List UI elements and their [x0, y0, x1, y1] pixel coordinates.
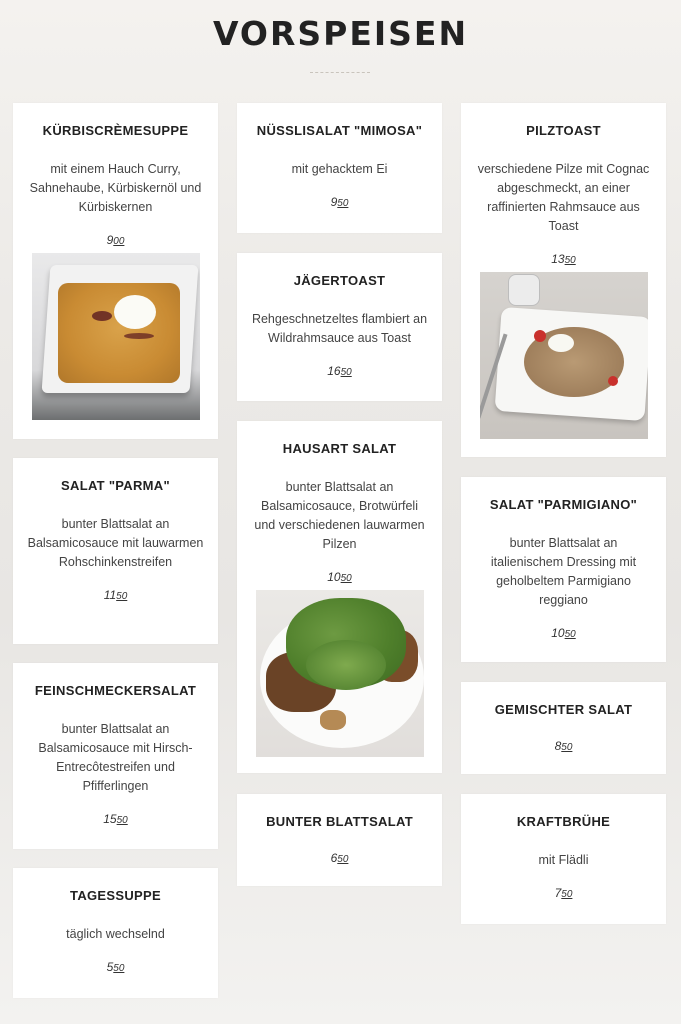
item-price: 850	[554, 739, 573, 753]
item-name: TAGESSUPPE	[70, 888, 161, 903]
title-divider	[310, 72, 370, 73]
menu-item-tagessuppe	[13, 868, 218, 998]
item-price: 650	[330, 851, 349, 865]
item-name: HAUSART SALAT	[282, 441, 397, 456]
item-price: 1350	[551, 252, 576, 266]
salad-photo	[256, 590, 424, 757]
item-name: SALAT "PARMIGIANO"	[489, 497, 638, 512]
item-description: bunter Blattsalat an Balsamicosauce mit lauwarmen Rohschinkenstreifen	[27, 517, 204, 569]
item-description: mit Flädli	[538, 853, 589, 867]
item-price: 1550	[103, 812, 128, 826]
menu-item-feinschmeckersalat	[13, 663, 218, 849]
menu-item-salat-parmigiano	[461, 477, 666, 662]
item-price: 950	[330, 195, 349, 209]
menu-item-kuerbiscremesuppe	[13, 103, 218, 439]
item-description: bunter Blattsalat an Balsamicosauce, Brotwürfeli und verschiedenen lauwarmen Pilzen	[254, 480, 425, 551]
item-description: mit einem Hauch Curry, Sahnehaube, Kürbiskernöl und Kürbiskernen	[29, 162, 202, 214]
menu-item-jaegertoast	[237, 253, 442, 401]
item-description: bunter Blattsalat an italienischem Dressing mit geholbeltem Parmigiano reggiano	[490, 536, 637, 607]
item-name: PILZTOAST	[526, 123, 601, 138]
item-name: JÄGERTOAST	[293, 273, 386, 288]
soup-photo	[32, 253, 200, 420]
menu-item-hausart-salat	[237, 421, 442, 773]
item-name: FEINSCHMECKERSALAT	[34, 683, 197, 698]
item-name: NÜSSLISALAT "MIMOSA"	[256, 123, 423, 138]
menu-item-bunter-blattsalat	[237, 794, 442, 886]
page-title: VORSPEISEN	[212, 14, 469, 53]
item-name: KRAFTBRÜHE	[516, 814, 611, 829]
menu-item-nuesslisalat	[237, 103, 442, 233]
item-price: 550	[106, 960, 125, 974]
item-description: täglich wechselnd	[66, 927, 165, 941]
menu-item-kraftbruehe	[461, 794, 666, 924]
item-description: bunter Blattsalat an Balsamicosauce mit Hirsch-Entrecôtestreifen und Pfifferlingen	[38, 722, 193, 793]
menu-item-salat-parma	[13, 458, 218, 644]
item-name: GEMISCHTER SALAT	[494, 702, 633, 717]
item-price: 1150	[103, 588, 128, 602]
item-price: 1650	[327, 364, 352, 378]
item-description: mit gehacktem Ei	[291, 162, 388, 176]
item-name: KÜRBISCRÈMESUPPE	[42, 123, 189, 138]
menu-item-gemischter-salat	[461, 682, 666, 774]
item-price: 1050	[327, 570, 352, 584]
item-description: Rehgeschnetzeltes flambiert an Wildrahmsauce aus Toast	[251, 312, 428, 345]
item-price: 1050	[551, 626, 576, 640]
item-price: 750	[554, 886, 573, 900]
item-name: BUNTER BLATTSALAT	[266, 814, 413, 829]
menu-item-pilztoast	[461, 103, 666, 457]
mushroom-toast-photo	[480, 272, 648, 439]
item-price: 900	[106, 233, 125, 247]
item-description: verschiedene Pilze mit Cognac abgeschmeckt, an einer raffinierten Rahmsauce aus Toast	[477, 162, 650, 233]
item-name: SALAT "PARMA"	[61, 478, 170, 493]
